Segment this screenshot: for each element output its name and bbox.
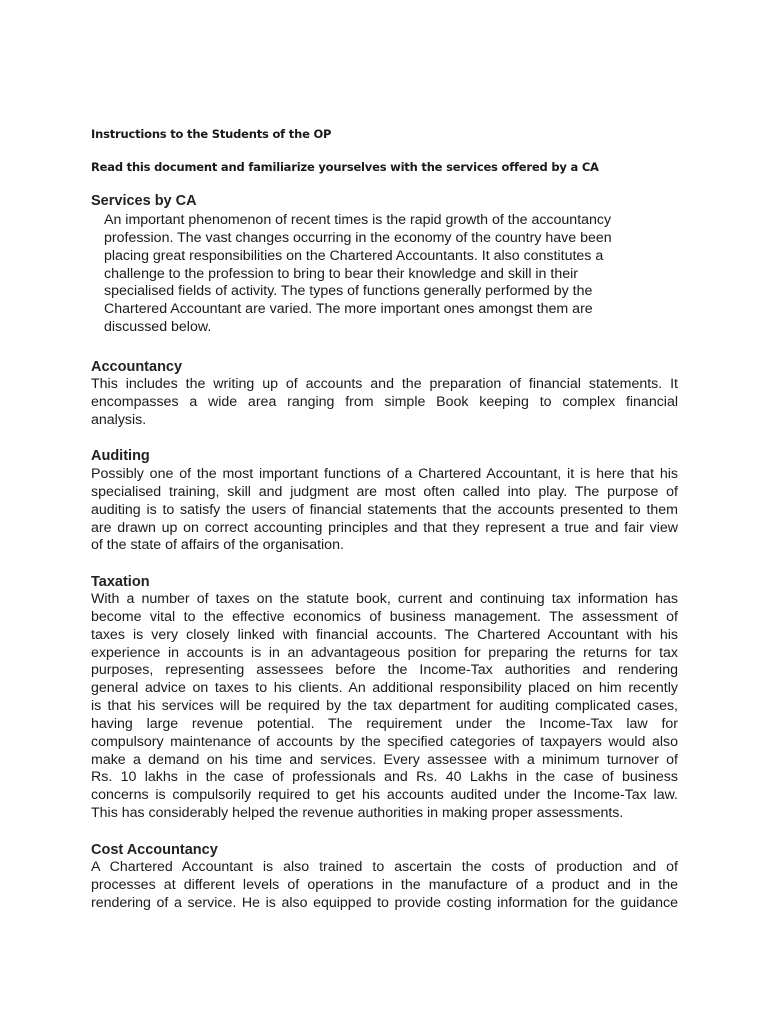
text-line: are drawn up on correct accounting principles and that they represent a true and fair view [91,519,678,536]
heading-auditing: Auditing [91,448,150,464]
instructions-title: Instructions to the Students of the OP [91,127,332,141]
text-line: general advice on taxes to his clients. An additional responsibility placed on him recently [91,680,678,697]
paragraph-taxation [91,591,678,823]
text-line: analysis. [91,411,147,428]
text-line: With a number of taxes on the statute book, current and continuing tax information has [91,591,678,607]
text-line: placing great responsibilities on the Chartered Accountants. It also constitutes a [104,247,604,264]
text-line: An important phenomenon of recent times is the rapid growth of the accountancy [104,212,612,228]
text-line: specialised fields of activity. The types of functions generally performed by the [104,283,593,300]
text-line: Possibly one of the most important functions of a Chartered Accountant, it is here that his [91,466,678,482]
text-line: specialised training, skill and judgment are most often called into play. The purpose of [91,483,678,500]
text-line: taxes is very closely linked with financial accounts. The Chartered Accountant with his [91,626,678,643]
text-line: purposes, representing assessees before the Income-Tax authorities and rendering [91,662,678,679]
paragraph-accountancy [91,376,678,430]
paragraph-services-by-ca [104,212,624,337]
text-line: having large revenue potential. The requirement under the Income-Tax law for [91,715,678,732]
heading-accountancy: Accountancy [91,359,183,375]
text-line: of the state of affairs of the organisation. [91,537,344,554]
text-line: experience in accounts is in an advantageous position for preparing the returns for tax [91,644,678,661]
text-line: Chartered Accountant are varied. The more important ones amongst them are [104,301,593,318]
text-line: rendering of a service. He is also equipped to provide costing information for the guidance [91,894,678,911]
text-line: encompasses a wide area ranging from simple Book keeping to complex financial [91,393,678,410]
text-line: auditing is to satisfy the users of financial statements that the accounts presented to them [91,501,678,518]
text-line: Rs. 10 lakhs in the case of professionals and Rs. 40 Lakhs in the case of business [91,769,678,786]
paragraph-auditing [91,466,678,555]
heading-taxation: Taxation [91,574,150,590]
heading-cost-accountancy: Cost Accountancy [91,842,218,858]
text-line: processes at different levels of operations in the manufacture of a product and in the [91,876,678,893]
text-line: become vital to the effective economics of business management. The assessment of [91,608,678,625]
text-line: This has considerably helped the revenue authorities in making proper assessments. [91,805,624,822]
heading-services-by-ca: Services by CA [91,193,197,209]
text-line: compulsory maintenance of accounts by the specified categories of taxpayers would also [91,733,678,750]
paragraph-cost-accountancy [91,859,678,913]
text-line: challenge to the profession to bring to bear their knowledge and skill in their [104,265,578,282]
text-line: is that his services will be required by the tax department for auditing complicated cases, [91,698,678,715]
text-line: profession. The vast changes occurring in the economy of the country have been [104,229,612,246]
text-line: concerns is compulsorily required to get his accounts audited under the Income-Tax law. [91,787,678,804]
instructions-subtitle: Read this document and familiarize yourselves with the services offered by a CA [91,160,599,174]
text-line: This includes the writing up of accounts and the preparation of financial statements. It [91,376,678,392]
text-line: A Chartered Accountant is also trained to ascertain the costs of production and of [91,859,678,875]
text-line: discussed below. [104,319,212,336]
text-line: make a demand on his time and services. Every assessee with a minimum turnover of [91,751,678,768]
